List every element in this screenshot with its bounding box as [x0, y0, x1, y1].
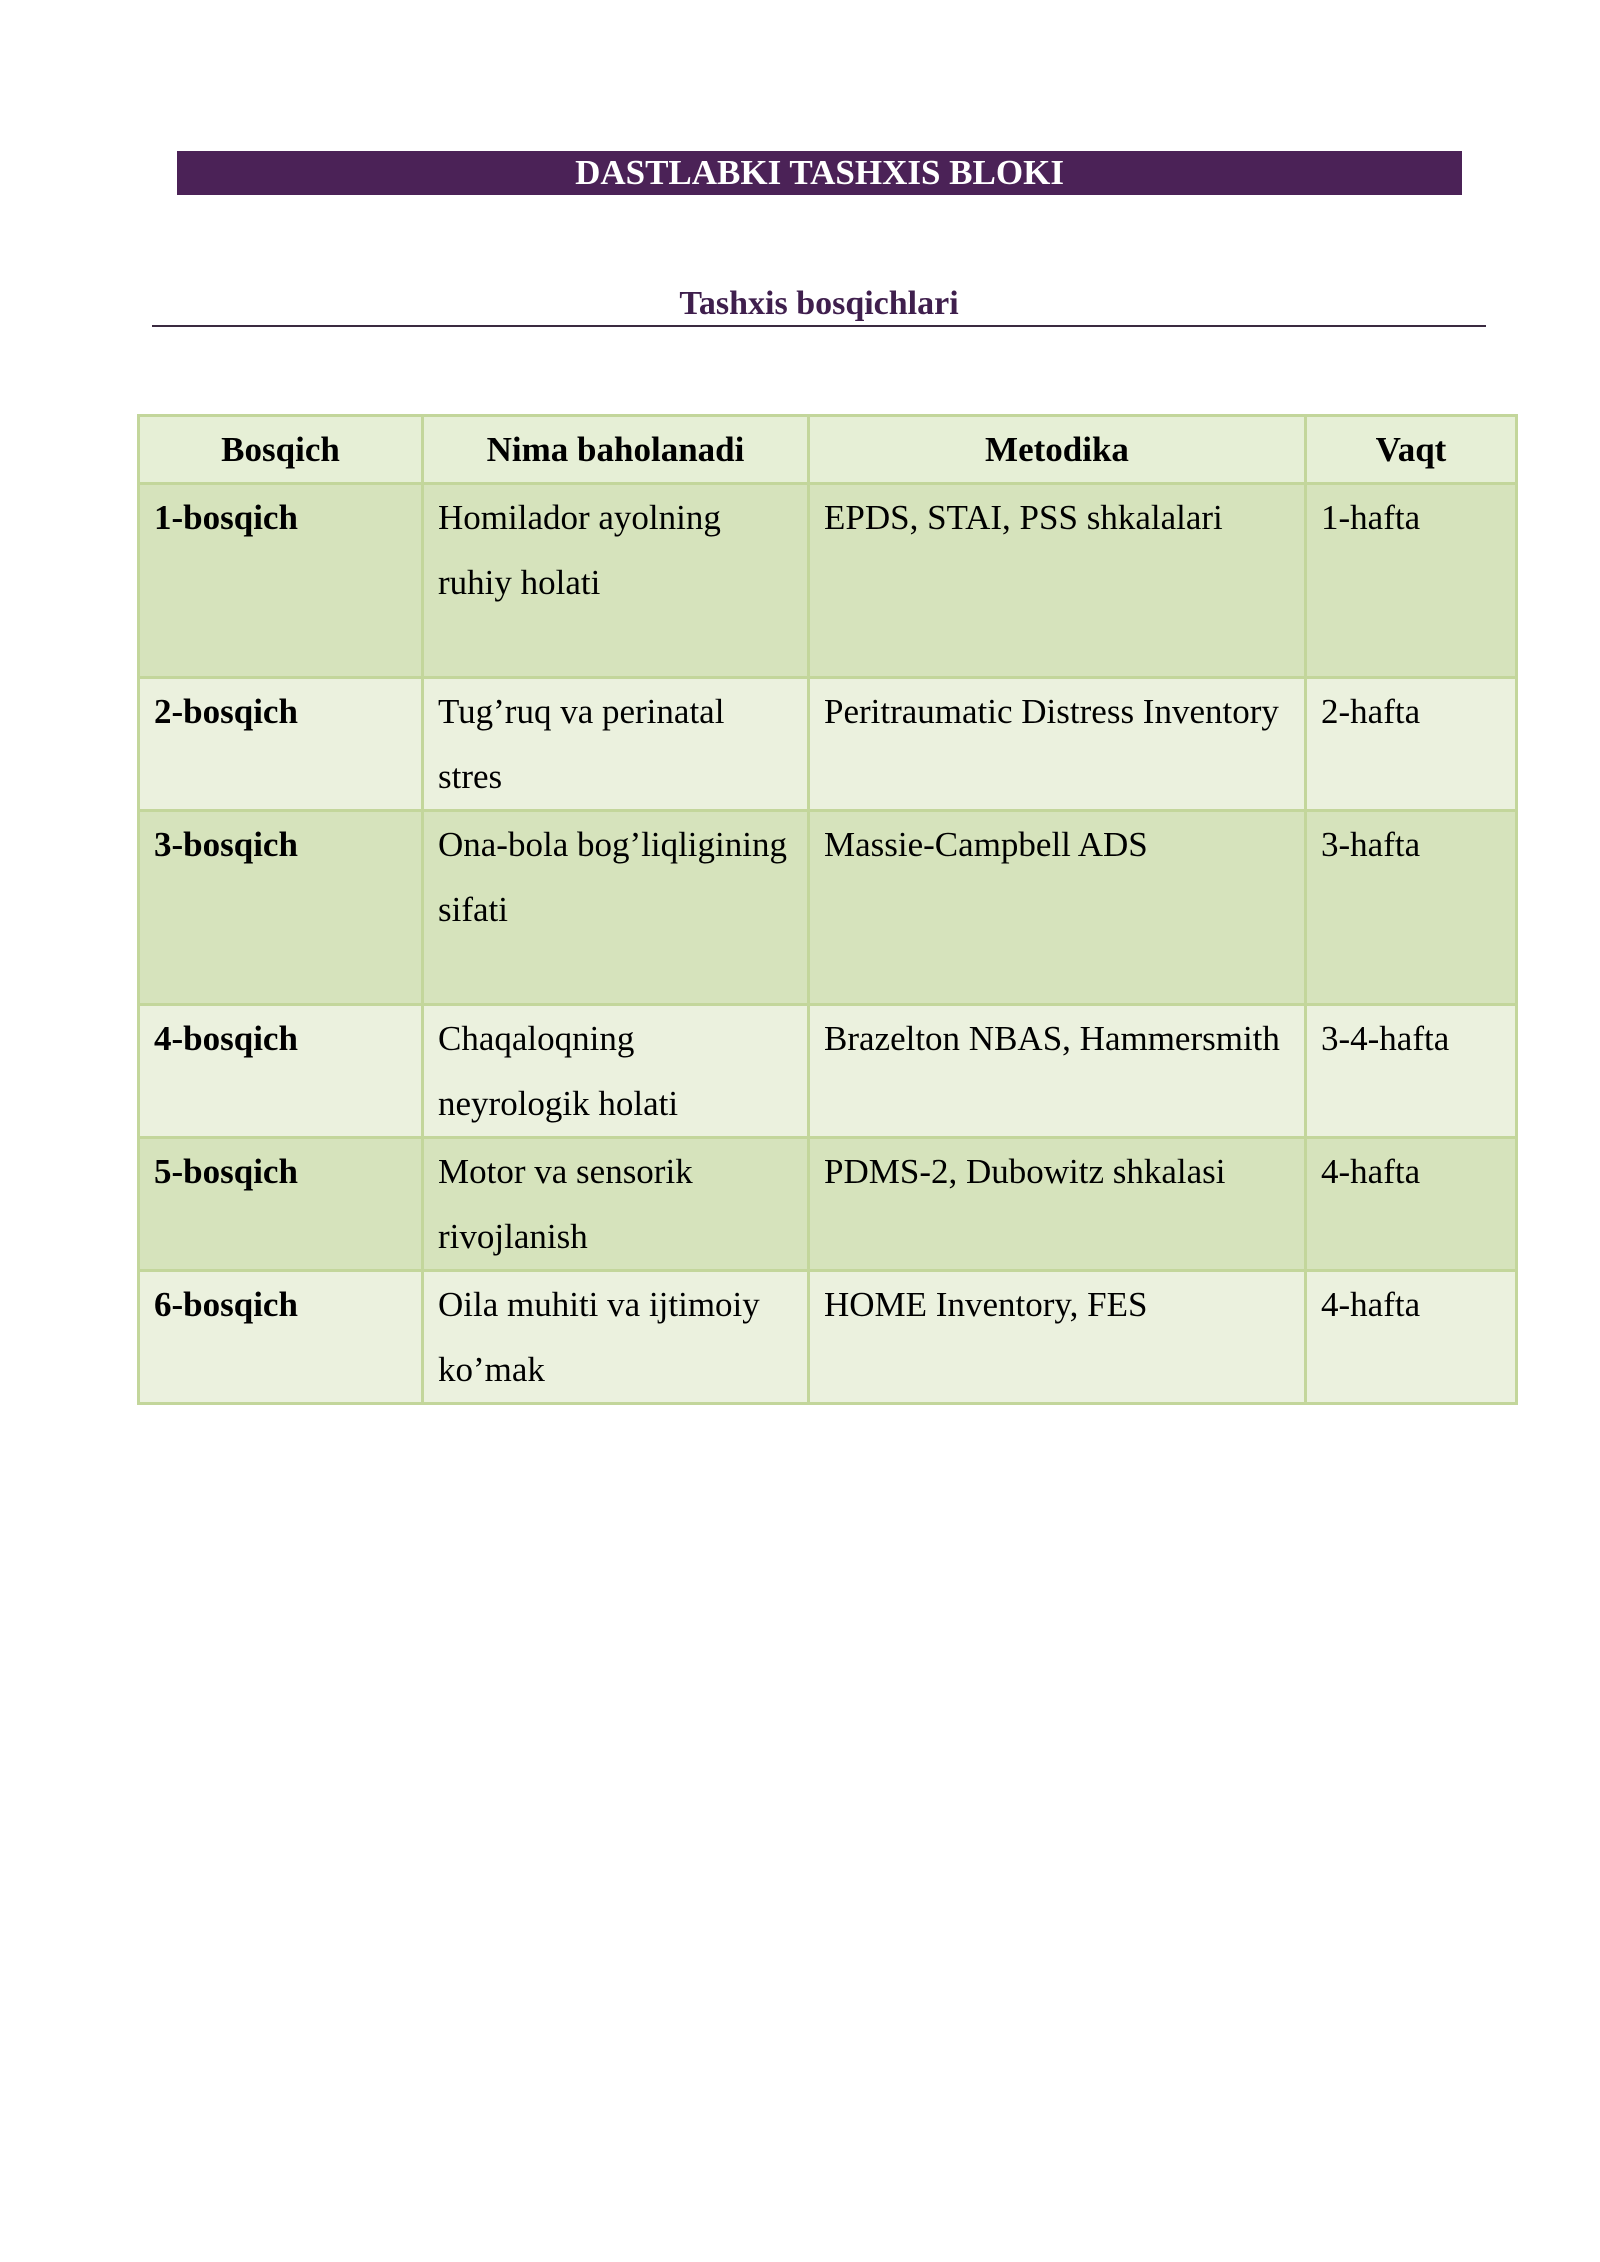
stage-cell: 2-bosqich	[139, 678, 423, 811]
assessed-cell: Ona-bola bog’liqligining sifati	[423, 811, 809, 1005]
stage-cell: 4-bosqich	[139, 1005, 423, 1138]
stage-cell: 1-bosqich	[139, 484, 423, 678]
column-header-method: Metodika	[809, 416, 1306, 484]
column-header-assessed: Nima baholanadi	[423, 416, 809, 484]
column-header-time: Vaqt	[1306, 416, 1517, 484]
section-subtitle: Tashxis bosqichlari	[152, 280, 1486, 327]
table-row	[139, 484, 1517, 678]
stage-cell: 6-bosqich	[139, 1271, 423, 1404]
assessed-cell: Chaqaloqning neyrologik holati	[423, 1005, 809, 1138]
method-cell: PDMS-2, Dubowitz shkalasi	[809, 1138, 1306, 1271]
time-cell: 2-hafta	[1306, 678, 1517, 811]
assessed-cell: Motor va sensorik rivojlanish	[423, 1138, 809, 1271]
time-cell: 4-hafta	[1306, 1138, 1517, 1271]
method-cell: EPDS, STAI, PSS shkalalari	[809, 484, 1306, 678]
method-cell: HOME Inventory, FES	[809, 1271, 1306, 1404]
time-cell: 4-hafta	[1306, 1271, 1517, 1404]
assessed-cell: Homilador ayolning ruhiy holati	[423, 484, 809, 678]
block-title-banner	[177, 151, 1462, 195]
assessed-cell: Oila muhiti va ijtimoiy ko’mak	[423, 1271, 809, 1404]
time-cell: 3-4-hafta	[1306, 1005, 1517, 1138]
table-row	[139, 1005, 1517, 1138]
table-row	[139, 811, 1517, 1005]
method-cell: Peritraumatic Distress Inventory	[809, 678, 1306, 811]
stage-cell: 3-bosqich	[139, 811, 423, 1005]
table-row	[139, 1271, 1517, 1404]
method-cell: Brazelton NBAS, Hammersmith	[809, 1005, 1306, 1138]
time-cell: 3-hafta	[1306, 811, 1517, 1005]
table-header-row	[139, 416, 1517, 484]
table-row	[139, 1138, 1517, 1271]
stage-cell: 5-bosqich	[139, 1138, 423, 1271]
column-header-stage: Bosqich	[139, 416, 423, 484]
method-cell: Massie-Campbell ADS	[809, 811, 1306, 1005]
time-cell: 1-hafta	[1306, 484, 1517, 678]
block-title: DASTLABKI TASHXIS BLOKI	[575, 153, 1064, 192]
table-row	[139, 678, 1517, 811]
stages-table	[137, 414, 1518, 1405]
assessed-cell: Tug’ruq va perinatal stres	[423, 678, 809, 811]
